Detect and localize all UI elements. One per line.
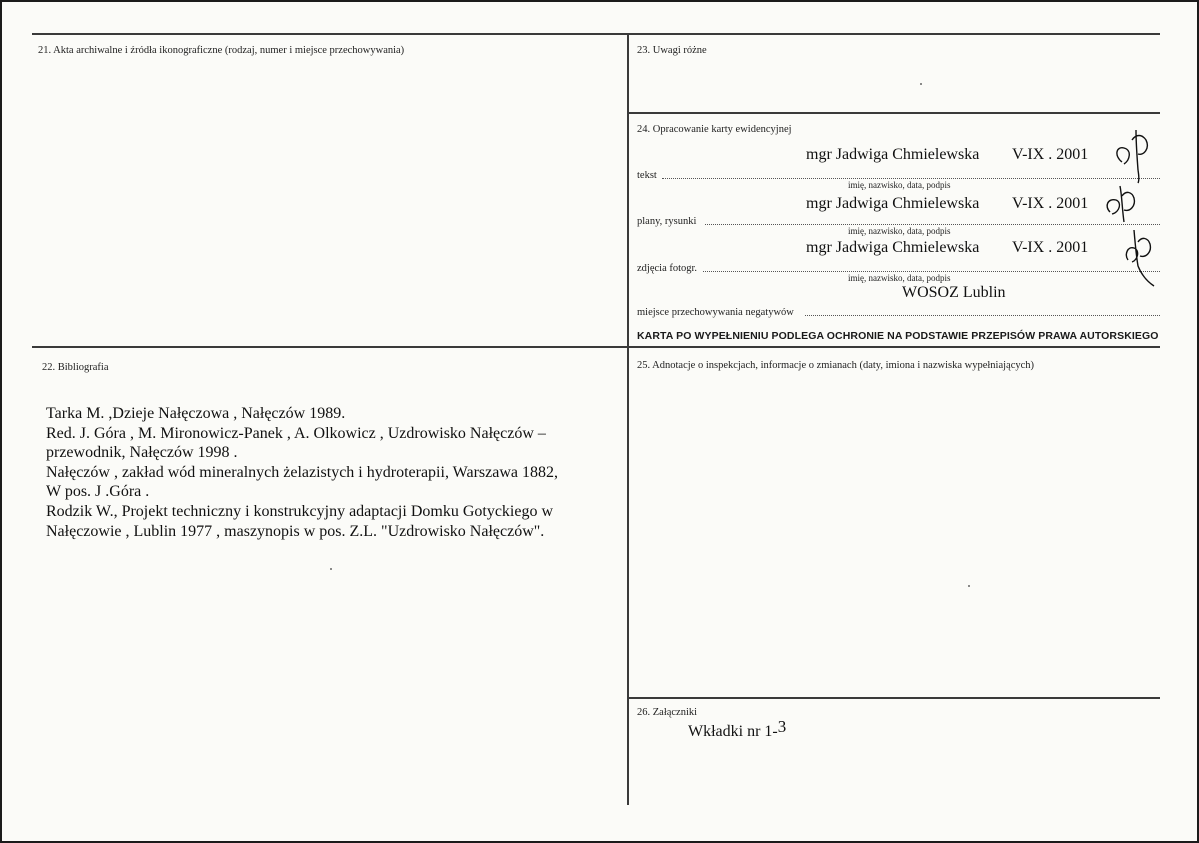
- bibliography-line: W pos. J .Góra .: [46, 483, 150, 501]
- plany-sub-caption: imię, nazwisko, data, podpis: [848, 226, 951, 236]
- zdjecia-sub-caption: imię, nazwisko, data, podpis: [848, 273, 951, 283]
- middle-rule: [32, 346, 1160, 348]
- top-rule: [32, 33, 1160, 35]
- speck-mark: [920, 83, 922, 85]
- tekst-sub-caption: imię, nazwisko, data, podpis: [848, 180, 951, 190]
- plany-date: V-IX . 2001: [1012, 195, 1089, 212]
- tekst-label: tekst: [637, 170, 657, 181]
- field-25-label: 25. Adnotacje o inspekcjach, informacje o zmianach (daty, imiona i nazwiska wypełniających): [637, 360, 1035, 371]
- zdjecia-dotted-line: [703, 271, 1160, 272]
- field-23-label: 23. Uwagi różne: [637, 45, 707, 56]
- field-24-label: 24. Opracowanie karty ewidencyjnej: [637, 124, 792, 135]
- tekst-date: V-IX . 2001: [1012, 146, 1089, 163]
- copyright-notice: KARTA PO WYPEŁNIENIU PODLEGA OCHRONIE NA PODSTAWIE PRZEPISÓW PRAWA AUTORSKIEGO: [637, 330, 1159, 342]
- bibliography-line: przewodnik, Nałęczów 1998 .: [46, 444, 238, 462]
- bibliography-line: Nałęczowie , Lublin 1977 , maszynopis w pos. Z.L. "Uzdrowisko Nałęczów".: [46, 522, 545, 540]
- negatives-label: miejsce przechowywania negatywów: [637, 307, 794, 318]
- bibliography-line: Red. J. Góra , M. Mironowicz-Panek , A. Olkowicz , Uzdrowisko Nałęczów –: [46, 424, 546, 442]
- zdjecia-label: zdjęcia fotogr.: [637, 263, 698, 274]
- tekst-entry: mgr Jadwiga Chmielewska: [806, 146, 980, 163]
- plany-entry: mgr Jadwiga Chmielewska: [806, 195, 980, 212]
- plany-dotted-line: [705, 224, 1160, 225]
- attachments-handwritten-number: 3: [777, 717, 787, 736]
- field-21-label: 21. Akta archiwalne i źródła ikonograficzne (rodzaj, numer i miejsce przechowywania): [38, 45, 405, 56]
- column-divider: [627, 33, 629, 805]
- bibliography-line: Tarka M. ,Dzieje Nałęczowa , Nałęczów 1989.: [46, 405, 346, 422]
- negatives-dotted-line: [805, 315, 1160, 316]
- uwagi-bottom-rule: [627, 112, 1160, 114]
- bibliography-line: Nałęczów , zakład wód mineralnych żelazistych i hydroterapii, Warszawa 1882,: [46, 463, 558, 481]
- plany-label: plany, rysunki: [637, 216, 697, 227]
- signature-1: [1106, 126, 1156, 184]
- signature-2: [1100, 184, 1144, 226]
- speck-mark: [968, 585, 970, 587]
- attachments-text: Wkładki nr 1-: [688, 723, 778, 740]
- signature-3: [1122, 226, 1162, 288]
- zdjecia-date: V-IX . 2001: [1012, 239, 1089, 256]
- bibliography-line: Rodzik W., Projekt techniczny i konstrukcyjny adaptacji Domku Gotyckiego w: [46, 502, 554, 520]
- tekst-dotted-line: [662, 178, 1160, 179]
- field-26-label: 26. Załączniki: [637, 707, 698, 718]
- negatives-value: WOSOZ Lublin: [902, 284, 1006, 301]
- zdjecia-entry: mgr Jadwiga Chmielewska: [806, 239, 980, 256]
- bibliography-list: [46, 404, 558, 541]
- speck-mark: [330, 568, 332, 570]
- field-22-label: 22. Bibliografia: [42, 362, 109, 373]
- attachments-value: [688, 717, 787, 741]
- zalaczniki-top-rule: [627, 697, 1160, 699]
